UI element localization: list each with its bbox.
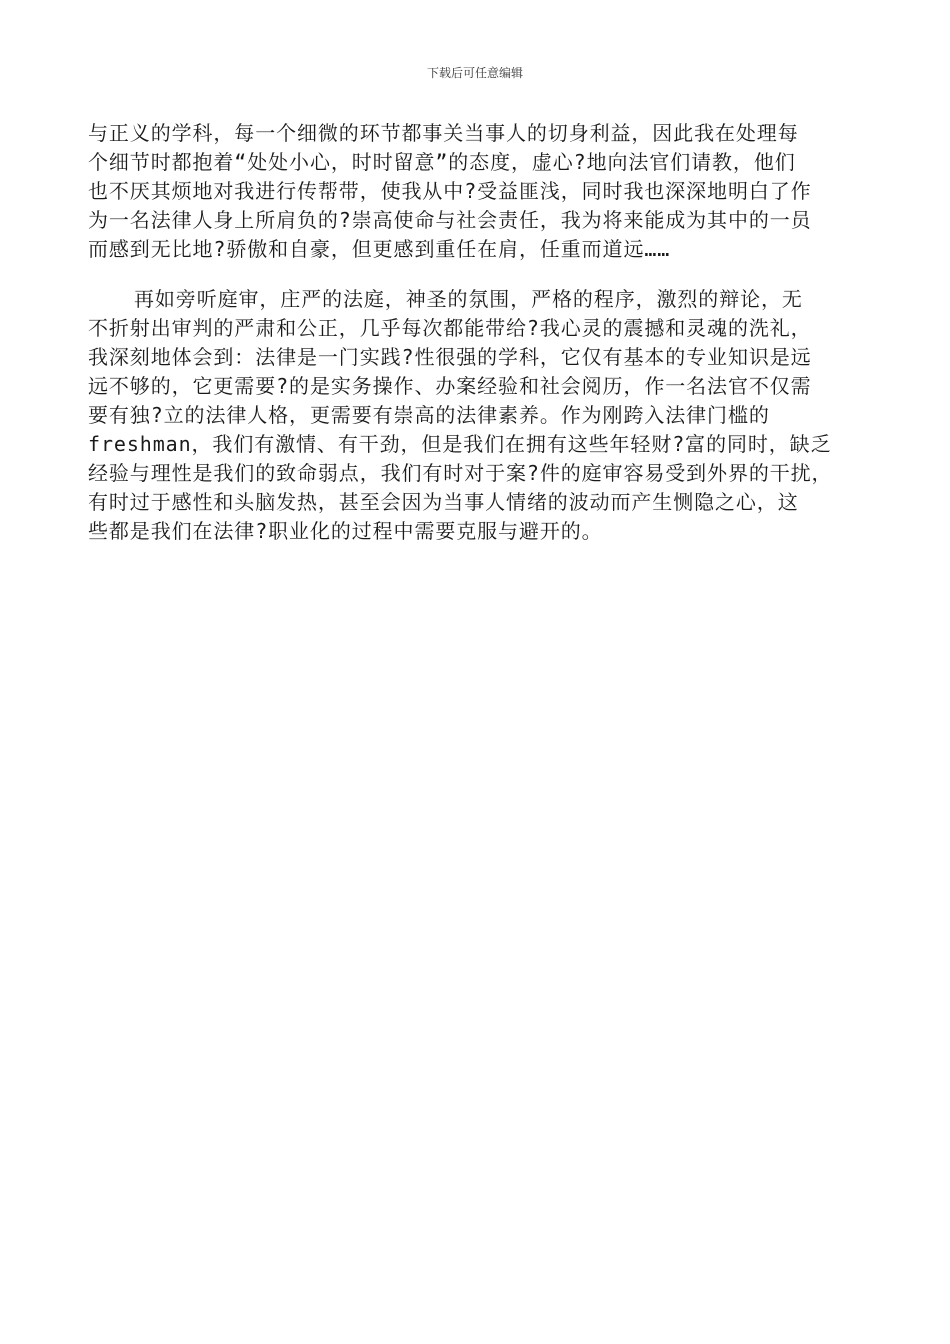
text-line: 不折射出审判的严肃和公正，几乎每次都能带给?我心灵的震撼和灵魂的洗礼， bbox=[88, 316, 812, 340]
text-line: 再如旁听庭审，庄严的法庭，神圣的氛围，严格的程序，激烈的辩论，无 bbox=[134, 287, 803, 311]
text-line: 经验与理性是我们的致命弱点，我们有时对于案?件的庭审容易受到外界的干扰， bbox=[88, 461, 833, 485]
document-body bbox=[88, 119, 878, 546]
text-line: 与正义的学科，每一个细微的环节都事关当事人的切身利益，因此我在处理每 bbox=[88, 121, 799, 145]
text-line: 要有独?立的法律人格，更需要有崇高的法律素养。作为刚跨入法律门槛的 bbox=[88, 403, 770, 427]
text-line: 些都是我们在法律?职业化的过程中需要克服与避开的。 bbox=[88, 519, 603, 543]
paragraph-2 bbox=[88, 285, 878, 546]
text-line: 有时过于感性和头脑发热，甚至会因为当事人情绪的波动而产生恻隐之心，这 bbox=[88, 490, 799, 514]
text-line: 我深刻地体会到：法律是一门实践?性很强的学科，它仅有基本的专业知识是远 bbox=[88, 345, 812, 369]
paragraph-1 bbox=[88, 119, 878, 264]
text-line: 也不厌其烦地对我进行传帮带，使我从中?受益匪浅，同时我也深深地明白了作 bbox=[88, 179, 812, 203]
text-line: 为一名法律人身上所肩负的?崇高使命与社会责任，我为将来能成为其中的一员 bbox=[88, 208, 812, 232]
text-line: 个细节时都抱着“处处小心，时时留意”的态度，虚心?地向法官们请教，他们 bbox=[88, 150, 796, 174]
text-line: freshman，我们有激情、有干劲，但是我们在拥有这些年轻财?富的同时，缺乏 bbox=[88, 432, 832, 456]
page-header: 下载后可任意编辑 bbox=[426, 66, 523, 80]
text-line: 而感到无比地?骄傲和自豪，但更感到重任在肩，任重而道远…… bbox=[88, 237, 671, 261]
text-line: 远不够的，它更需要?的是实务操作、办案经验和社会阅历，作一名法官不仅需 bbox=[88, 374, 812, 398]
